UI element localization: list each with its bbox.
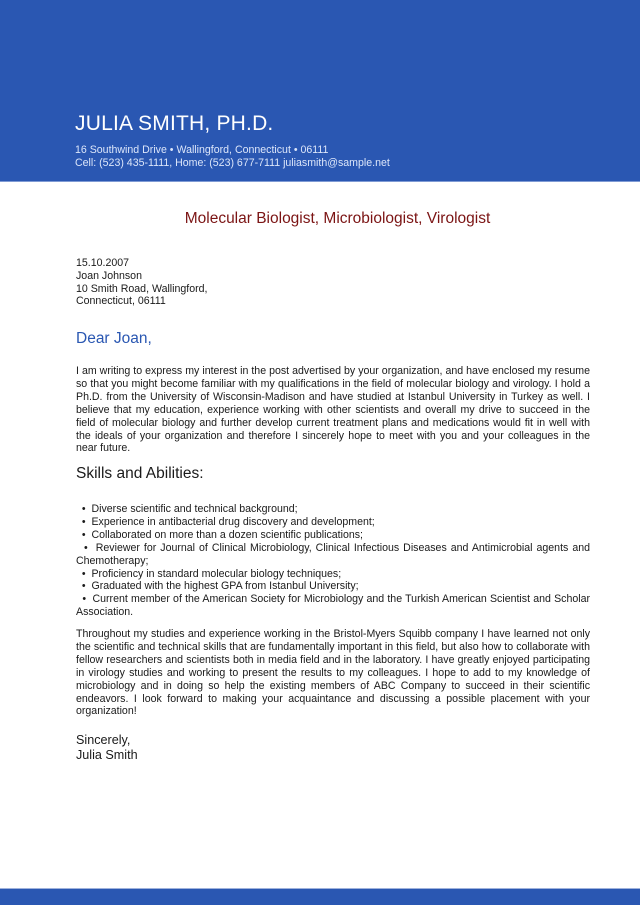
recipient-name: Joan Johnson xyxy=(76,269,142,282)
recipient-address-line2: Connecticut, 06111 xyxy=(76,295,166,308)
contact-info xyxy=(75,144,390,169)
valediction: Sincerely, xyxy=(76,733,131,747)
salutation: Dear Joan, xyxy=(76,330,152,347)
letter-date: 15.10.2007 xyxy=(76,257,130,269)
intro-paragraph: I am writing to express my interest in the post advertised by your organization, and have enclosed my resume so that you might become familiar with my qualifications in the field of molecular biology and virology. I hold a Ph.D. from the University of Wisconsin-Madison and have studied at Istanbul University in Turkey as well. I believe that my education, experience working with other scientists and overall my drive to succeed in the field of molecular biology and further develop current treatment plans and medications would fit in well with the ideals of your organization and therefore I sincerely hope to meet with you and your colleagues in the near future. xyxy=(76,365,590,455)
skill-item: • Reviewer for Journal of Clinical Microbiology, Clinical Infectious Diseases and Antimicrobial agents and Chemotherapy; xyxy=(76,542,590,568)
recipient-address-line1: 10 Smith Road, Wallingford, xyxy=(76,282,208,295)
job-title: Molecular Biologist, Microbiologist, Virologist xyxy=(184,210,491,227)
applicant-name: JULIA SMITH, PH.D. xyxy=(75,112,274,135)
skill-item: • Current member of the American Society for Microbiology and the Turkish American Scientist and Scholar Association. xyxy=(76,593,590,619)
skill-item: • Graduated with the highest GPA from Istanbul University; xyxy=(76,580,590,593)
skill-item: • Collaborated on more than a dozen scientific publications; xyxy=(76,529,590,542)
skill-item: • Experience in antibacterial drug discovery and development; xyxy=(76,516,590,529)
header-band xyxy=(0,0,640,182)
phone-email-line: Cell: (523) 435-1111, Home: (523) 677-7111 juliasmith@sample.net xyxy=(75,156,390,169)
skill-item: • Proficiency in standard molecular biology techniques; xyxy=(76,568,590,581)
footer-band xyxy=(0,888,640,905)
skills-heading: Skills and Abilities: xyxy=(76,465,204,482)
recipient-block xyxy=(76,257,208,308)
skill-item: • Diverse scientific and technical background; xyxy=(76,503,590,516)
signature: Julia Smith xyxy=(76,748,138,762)
address-line: 16 Southwind Drive • Wallingford, Connecticut • 06111 xyxy=(75,144,329,156)
closing-paragraph: Throughout my studies and experience working in the Bristol-Myers Squibb company I have learned not only the scientific and technical skills that are fundamentally important in this field, but also how to collaborate with fellow researchers and scientists both in media field and in the laboratory. I have greatly enjoyed participating in virology studies and working to present the results to my colleagues. I hope to add to my knowledge of microbiology and in doing so help the existing members of ABC Company to succeed in their scientific endeavors. I look forward to making your acquaintance and discussing a possible placement with your organization! xyxy=(76,628,590,718)
closing-block xyxy=(76,733,138,763)
skills-list xyxy=(76,503,590,619)
